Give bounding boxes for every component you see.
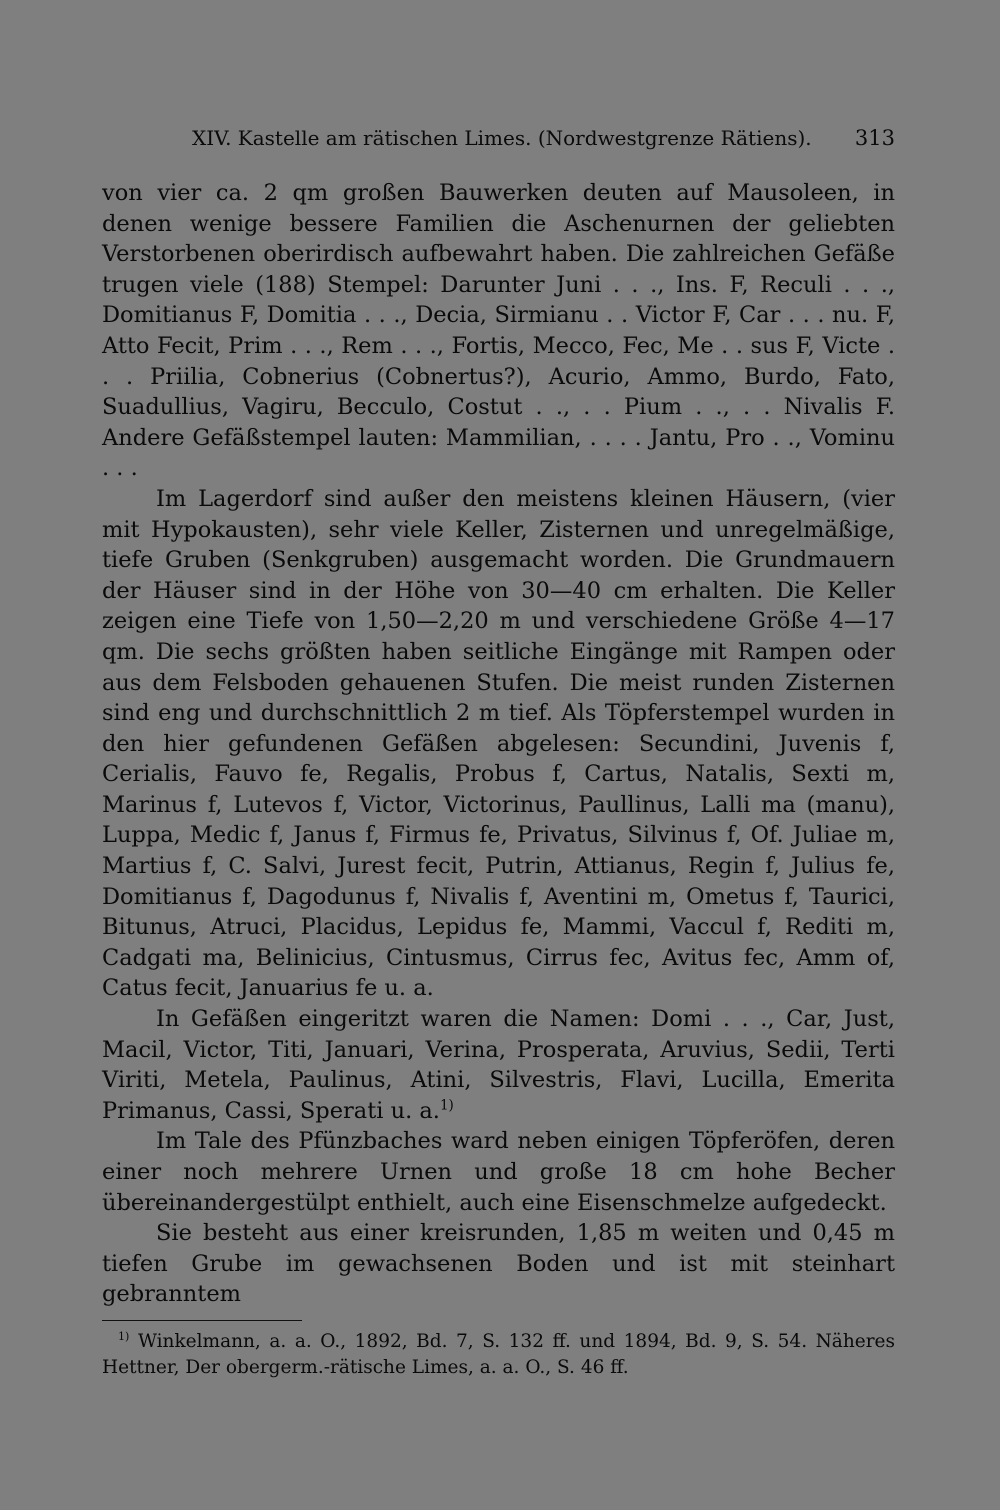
paragraph-3: [102, 1004, 895, 1126]
paragraph-4: Im Tale des Pfünzbaches ward neben einigen Töpferöfen, deren einer noch mehrere Urnen und große 18 cm hohe Becher übereinandergestülpt enthielt, auch eine Eisenschmelze aufgedeckt.: [102, 1128, 895, 1216]
paragraph-1: von vier ca. 2 qm großen Bauwerken deuten auf Mausoleen, in denen wenige bessere Familien die Aschenurnen der geliebten Verstorbenen oberirdisch aufbewahrt haben. Die zahlreichen Gefäße trugen viele (188) Stempel: Darunter Juni . . ., Ins. F, Reculi . . ., Domitianus F, Domitia . . ., Decia, Sirmianu . . Victor F, Car . . . nu. F, Atto Fecit, Prim . . ., Rem . . ., Fortis, Mecco, Fec, Me . . sus F, Victe . . . Priilia, Cobnerius (Cobnertus?), Acurio, Ammo, Burdo, Fato, Suadullius, Vagiru, Becculo, Costut . ., . . Pium . ., . . Nivalis F. Andere Gefäßstempel lauten: Mammilian, . . . . Jantu, Pro . ., Vominu . . .: [102, 180, 895, 482]
footnote-reference: 1): [439, 1097, 454, 1114]
paragraph-2: Im Lagerdorf sind außer den meistens kleinen Häusern, (vier mit Hypokausten), sehr viele Keller, Zisternen und unregelmäßige, tiefe Gruben (Senkgruben) ausgemacht worden. Die Grundmauern der Häuser sind in der Höhe von 30—40 cm erhalten. Die Keller zeigen eine Tiefe von 1,50—2,20 m und verschiedene Größe 4—17 qm. Die sechs größten haben seitliche Eingänge mit Rampen oder aus dem Felsboden gehauenen Stufen. Die meist runden Zisternen sind eng und durchschnittlich 2 m tief. Als Töpferstempel wurden in den hier gefundenen Gefäßen abgelesen: Secundini, Juvenis f, Cerialis, Fauvo fe, Regalis, Probus f, Cartus, Natalis, Sexti m, Marinus f, Lutevos f, Victor, Victorinus, Paullinus, Lalli ma (manu), Luppa, Medic f, Janus f, Firmus fe, Privatus, Silvinus f, Of. Juliae m, Martius f, C. Salvi, Jurest fecit, Putrin, Attianus, Regin f, Julius fe, Domitianus f, Dagodunus f, Nivalis f, Aventini m, Ometus f, Taurici, Bitunus, Atruci, Placidus, Lepidus fe, Mammi, Vaccul f, Rediti m, Cadgati ma, Belinicius, Cintusmus, Cirrus fec, Avitus fec, Amm of, Catus fecit, Januarius fe u. a.: [102, 485, 895, 1002]
footnote-1: [102, 1329, 895, 1381]
page-number: 313: [854, 126, 895, 150]
paragraph-3-text: In Gefäßen eingeritzt waren die Namen: Domi . . ., Car, Just, Macil, Victor, Titi, Januari, Verina, Prosperata, Aruvius, Sedii, Terti Viriti, Metela, Paulinus, Atini, Silvestris, Flavi, Lucilla, Emerita Primanus, Cassi, Sperati u. a.: [102, 1006, 895, 1124]
paragraph-5: Sie besteht aus einer kreisrunden, 1,85 m weiten und 0,45 m tiefen Grube im gewachsenen Boden und ist mit steinhart gebranntem: [102, 1220, 895, 1308]
body-text: [102, 178, 895, 1310]
footnote-divider: [102, 1320, 302, 1321]
running-header: [102, 126, 895, 160]
footnotes: [102, 1329, 895, 1381]
running-title: XIV. Kastelle am rätischen Limes. (Nordwestgrenze Rätiens).: [192, 126, 812, 150]
footnote-text: Winkelmann, a. a. O., 1892, Bd. 7, S. 132 ff. und 1894, Bd. 9, S. 54. Näheres Hettner, Der obergerm.-rätische Limes, a. a. O., S. 46 ff.: [102, 1330, 895, 1378]
document-page: [102, 126, 895, 1381]
footnote-marker: 1): [118, 1329, 130, 1343]
